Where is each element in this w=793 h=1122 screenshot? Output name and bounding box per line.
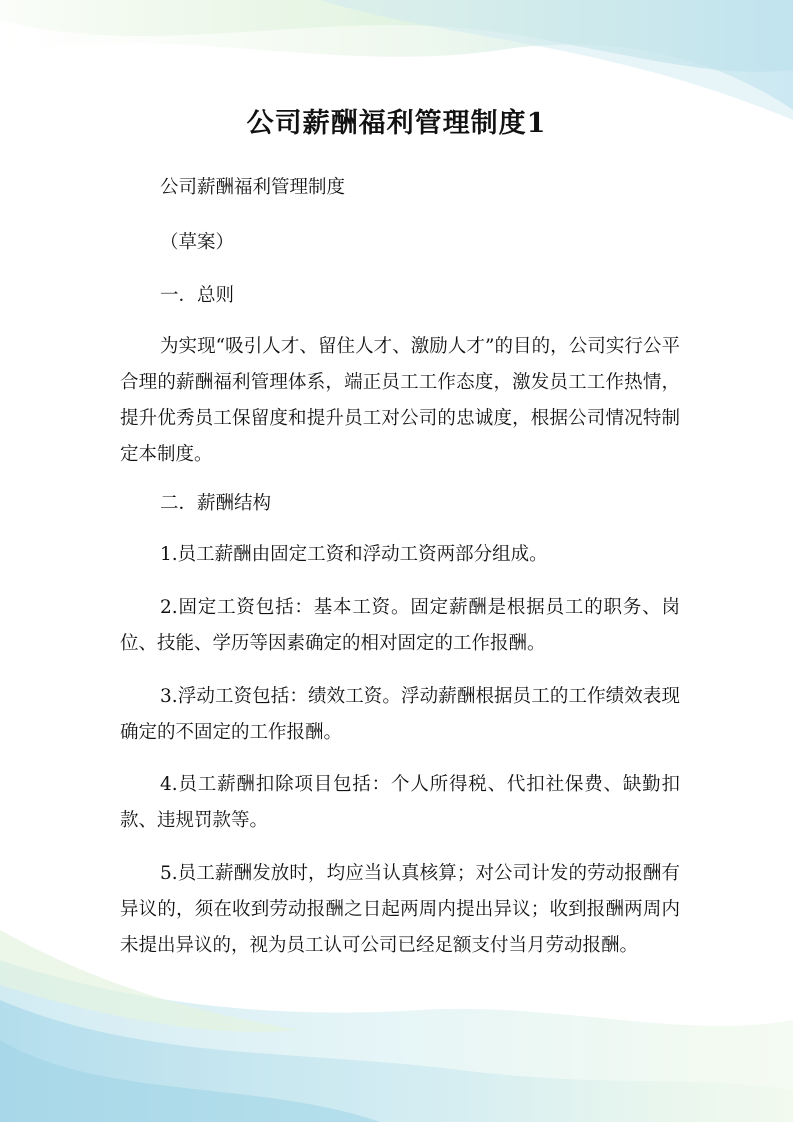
paragraph: 2.固定工资包括：基本工资。固定薪酬是根据员工的职务、岗位、技能、学历等因素确定的相对固定的工作报酬。 <box>120 597 680 654</box>
section-heading: 一．总则 <box>160 285 235 306</box>
document-subtitle: 公司薪酬福利管理制度 <box>160 177 346 198</box>
paragraph: 5.员工薪酬发放时，均应当认真核算；对公司计发的劳动报酬有异议的，须在收到劳动报酬之日起两周内提出异议；收到报酬两周内未提出异议的，视为员工认可公司已经足额支付当月劳动报酬。 <box>120 863 680 956</box>
document-title: 公司薪酬福利管理制度1 <box>246 108 547 139</box>
paragraph: 3.浮动工资包括：绩效工资。浮动薪酬根据员工的工作绩效表现确定的不固定的工作报酬。 <box>120 686 680 743</box>
section-heading: 二．薪酬结构 <box>160 493 272 514</box>
paragraph: 1.员工薪酬由固定工资和浮动工资两部分组成。 <box>160 544 548 565</box>
paragraph: 为实现“吸引人才、留住人才、激励人才”的目的，公司实行公平合理的薪酬福利管理体系，端正员工工作态度，激发员工工作热情，提升优秀员工保留度和提升员工对公司的忠诚度，根据公司情况特制定本制度。 <box>120 336 680 465</box>
draft-note: （草案） <box>160 232 235 253</box>
paragraph: 4.员工薪酬扣除项目包括：个人所得税、代扣社保费、缺勤扣款、违规罚款等。 <box>120 774 680 831</box>
